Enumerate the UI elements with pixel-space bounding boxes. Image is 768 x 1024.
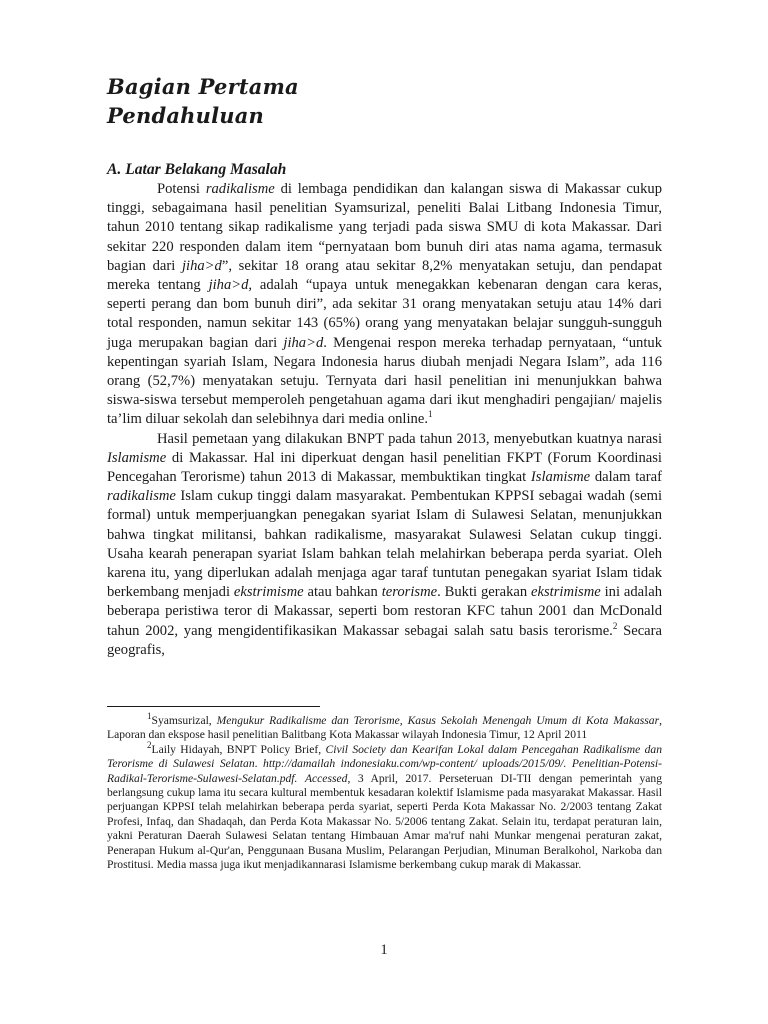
italic-term: terorisme (381, 584, 438, 601)
text-run: adalah “upaya untuk menegakkan kebenaran dengan cara keras, seperti perang dan bom bunuh diri”, ada sekitar 31 orang menyatakan setuju atau 14% dari total responden, namun sekitar 143 (65%) orang yang menyatakan belajar sungguh-sungguh juga merupakan bagian dari (107, 277, 662, 351)
italic-title: Civil Society dan Kearifan Lokal dalam Pencegahan Radikalisme dan Terorisme di Sulawesi Selatan (107, 742, 662, 771)
italic-title: Mengukur Radikalisme dan Terorisme, Kasus Sekolah Menengah Umum di Kota Makassar (216, 714, 660, 727)
italic-term: Islamisme (530, 469, 591, 486)
italic-term: radikalisme (205, 181, 275, 197)
section-heading: A. Latar Belakang Masalah (107, 161, 287, 178)
text-run: atau bahkan (303, 584, 382, 601)
text-run: ”, sekitar 18 orang atau sekitar 8,2% menyatakan setuju, dan pendapat mereka tentang (107, 257, 662, 294)
body-text (107, 180, 662, 660)
italic-term: jiha>d (283, 334, 324, 351)
italic-term: Accessed (304, 771, 348, 785)
italic-term: ekstrimisme (233, 584, 304, 601)
text-run: , Laporan dan ekspose hasil penelitian Balitbang Kota Makassar wilayah Indonesia Timur, 12 April 2011 (107, 714, 663, 742)
footnote-reference-1[interactable]: 1 (427, 409, 433, 420)
italic-term: jiha>d, (208, 277, 253, 294)
text-run: . Bukti gerakan (437, 584, 532, 601)
text-run: dalam taraf (590, 469, 662, 486)
footnote-divider (107, 706, 320, 707)
italic-term: radikalisme (107, 488, 176, 505)
footnote-1 (107, 711, 663, 743)
footnote-mark: 1 (147, 711, 152, 722)
text-run: Hasil pemetaan yang dilakukan BNPT pada tahun 2013, menyebutkan kuatnya narasi (157, 430, 662, 447)
text-run: Potensi (157, 181, 206, 197)
footnote-mark: 2 (147, 739, 152, 750)
text-run: di Makassar. Hal ini diperkuat dengan hasil penelitian FKPT (Forum Koordinasi Pencegahan Terorisme) tahun 2013 di Makassar, membuktikan tingkat (107, 449, 662, 486)
source-url: http://damailah indonesiaku.com/wp-content/ uploads/2015/09/. Penelitian-Potensi-Radikal-Terorisme-Sulawesi-Selatan.pdf. (107, 757, 662, 785)
paragraph-1 (107, 180, 662, 430)
text-run: Secara geografis, (107, 622, 662, 658)
chapter-title (107, 72, 299, 130)
paragraph-2 (107, 430, 662, 660)
italic-term: Islamisme (107, 449, 167, 466)
italic-term: ekstrimisme (531, 584, 601, 601)
text-run: Islam cukup tinggi dalam masyarakat. Pembentukan KPPSI sebagai wadah (semi formal) untuk memperjuangkan penegakan syariat Islam di Sulawesi Selatan, menunjukkan bahwa tingkat militansi, bahkan radikalisme, masyarakat Sulawesi Selatan cukup tinggi. Usaha kearah penerapan syariat Islam bahkan telah melahirkan beberapa perda syariat. Oleh karena itu, yang diperlukan adalah menjaga agar taraf tuntutan penegakan syariat Islam tidak berkembang menjadi (107, 488, 662, 601)
italic-term: jiha>d (181, 257, 222, 274)
footnote-reference-2[interactable]: 2 (612, 620, 618, 631)
footnotes (107, 711, 663, 872)
chapter-title-line-1: Bagian Pertama (107, 74, 299, 99)
text-run: . (254, 757, 264, 771)
text-run: ini adalah beberapa peristiwa teror di Makassar, seperti bom restoran KFC tahun 2001 dan McDonald tahun 2002, yang mengidentifikasikan Makassar sebagai salah satu basis terorisme. (107, 584, 662, 639)
text-run: Syamsurizal, (151, 714, 217, 727)
text-run: Laily Hidayah, BNPT Policy Brief, (151, 742, 326, 756)
text-run: di lembaga pendidikan dan kalangan siswa di Makassar cukup tinggi, sebagaimana hasil penelitian Syamsurizal, peneliti Balai Litbang Indonesia Timur, tahun 2010 tentang sikap radikalisme yang terjadi pada siswa SMU di kota Makassar. Dari sekitar 220 responden dalam item “pernyataan bom bunuh diri atas nama agama, termasuk bagian dari (107, 181, 662, 274)
text-run (297, 772, 305, 785)
text-run: , 3 April, 2017. Perseteruan DI-TII dengan pemerintah yang berlangsung cukup lama itu secara kultural membentuk kesadaran kolektif Islamisme pada masyarakat Makassar. Hasil perjuangan KPPSI telah melahirkan beberapa perda syariat, seperti Perda Kota Makassar No. 2/2003 tentang Zakat Profesi, Infaq, dan Shadaqah, dan Perda Kota Makassar No. 5/2006 tentang Zakat. Selain itu, terdapat peraturan lain, yakni Peraturan Daerah Sulawesi Selatan tentang Himbauan Amar ma'ruf nahi Munkar mengenai peraturan zakat, Penerapan Hukum al-Qur'an, Penggunaan Busana Muslim, Pelarangan Perjudian, Minuman Beralkohol, Narkoba dan Prostitusi. Media massa juga ikut menjadikannarasi Islamisme berkembang cukup marak di Makassar. (107, 771, 663, 872)
chapter-title-line-2: Pendahuluan (107, 103, 265, 128)
page-number: 1 (380, 942, 388, 958)
footnote-2 (107, 739, 663, 873)
text-run: . Mengenai respon mereka terhadap pernyataan, “untuk kepentingan syariah Islam, Negara Indonesia harus diubah menjadi Negara Islam”, ada 116 orang (52,7%) menyatakan setuju. Ternyata dari hasil penelitian ini menunjukkan bahwa siswa-siswa tersebut memperoleh pengetahuan agama dari ikut menghadiri pengajian/ majelis ta’lim diluar sekolah dan selebihnya dari media online. (107, 334, 663, 428)
